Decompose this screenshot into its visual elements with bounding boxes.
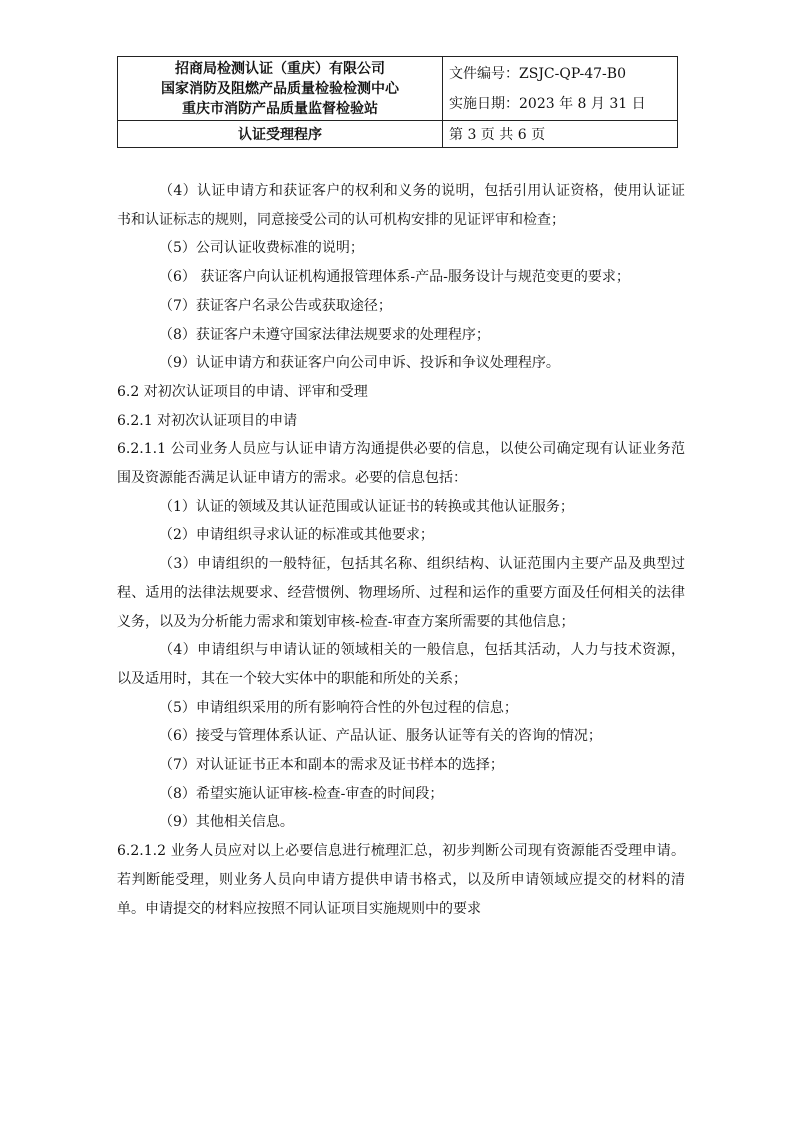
document-header-table [117,56,678,148]
paragraph: （8）获证客户未遵守国家法律法规要求的处理程序； [159,326,490,343]
center-name: 国家消防及阻燃产品质量检验检测中心 [161,80,399,97]
paragraph: （5）申请组织采用的所有影响符合性的外包过程的信息； [159,699,518,716]
paragraph: （7）对认证证书正本和副本的需求及证书样本的选择； [159,757,504,774]
document-number: 文件编号：ZSJC-QP-47-B0 [449,65,626,82]
document-meta-cell [443,57,678,121]
section-heading: 6.2 对初次认证项目的申请、评审和受理 [117,383,368,400]
implementation-date: 实施日期：2023 年 8 月 31 日 [449,95,646,112]
paragraph: （6） 获证客户向认证机构通报管理体系-产品-服务设计与规范变更的要求； [159,269,630,286]
organization-name: 招商局检测认证（重庆）有限公司 [175,60,385,77]
paragraph: （3）申请组织的一般特征，包括其名称、组织结构、认证范围内主要产品及典型过程、适用的法律法规要求、经营惯例、物理场所、过程和运作的重要方面及任何相关的法律义务，以及为分析能力需求和策划审核-检查-审查方案所需要的其他信息； [117,556,685,630]
paragraph: 6.2.1.2 业务人员应对以上必要信息进行梳理汇总，初步判断公司现有资源能否受理申请。若判断能受理，则业务人员向申请方提供申请书格式，以及所申请领域应提交的材料的清单。申请提交的材料应按照不同认证项目实施规则中的要求 [117,843,685,917]
paragraph: （9）其他相关信息。 [159,814,294,831]
document-body [117,177,685,923]
paragraph: （9）认证申请方和获证客户向公司申诉、投诉和争议处理程序。 [159,355,560,372]
paragraph: （8）希望实施认证审核-检查-审查的时间段； [159,785,444,802]
procedure-title: 认证受理程序 [118,121,443,148]
subsection-heading: 6.2.1 对初次认证项目的申请 [117,412,298,429]
organization-cell [118,57,443,121]
paragraph: （6）接受与管理体系认证、产品认证、服务认证等有关的咨询的情况； [159,728,602,745]
paragraph: 6.2.1.1 公司业务人员应与认证申请方沟通提供必要的信息，以使公司确定现有认证业务范围及资源能否满足认证申请方的需求。必要的信息包括： [117,441,685,487]
paragraph: （1）认证的领域及其认证范围或认证证书的转换或其他认证服务； [159,498,574,515]
station-name: 重庆市消防产品质量监督检验站 [182,100,378,117]
paragraph: （2）申请组织寻求认证的标准或其他要求； [159,527,434,544]
paragraph: （4）认证申请方和获证客户的权利和义务的说明，包括引用认证资格，使用认证证书和认证标志的规则，同意接受公司的认可机构安排的见证评审和检查； [117,183,685,228]
paragraph: （5）公司认证收费标准的说明； [159,240,364,257]
page-number: 第 3 页 共 6 页 [443,121,678,148]
paragraph: （4）申请组织与申请认证的领域相关的一般信息，包括其活动，人力与技术资源，以及适用时，其在一个较大实体中的职能和所处的关系； [117,642,685,687]
paragraph: （7）获证客户名录公告或获取途径； [159,297,392,314]
